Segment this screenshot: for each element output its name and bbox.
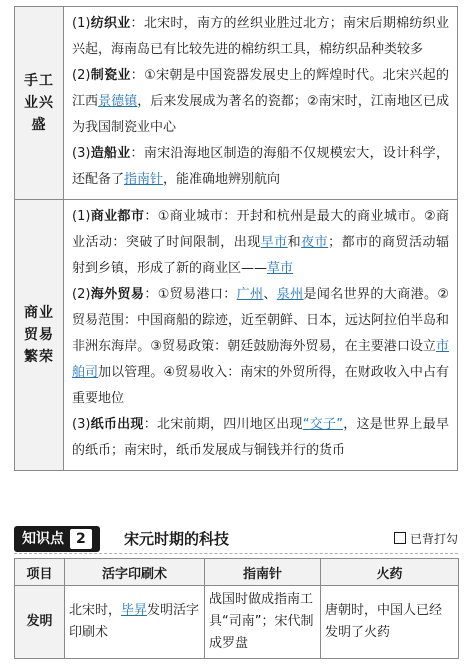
highlighted-term: 指南针: [124, 172, 164, 187]
list-item: [72, 204, 449, 282]
tech-cell-printing: [65, 586, 205, 659]
text-run: 南宋沿海地区制造的海船不仅规模宏大，设计科学，还配备了: [72, 146, 449, 187]
memorized-check-label: 已背打勾: [409, 532, 458, 546]
tech-invention-row: [15, 586, 459, 659]
highlighted-term: 景德镇: [98, 94, 138, 109]
item-separator: ：: [144, 287, 158, 302]
text-run: 唐朝时，中国人已经发明了火药: [325, 603, 443, 640]
text-run: ；都市的商贸活动辐射到乡镇，形成了新的商业区——: [72, 235, 449, 276]
item-number: (1): [72, 16, 91, 31]
item-separator: ：: [130, 16, 144, 31]
item-separator: ：: [143, 417, 157, 432]
item-title: 纸币出现: [90, 417, 144, 432]
item-list: [72, 11, 449, 193]
list-item: [72, 63, 449, 141]
knowledge-point-title: 宋元时期的科技: [124, 530, 230, 548]
category-label: 商业贸易繁荣: [24, 305, 54, 365]
tech-header-cell: 活字印刷术: [65, 559, 205, 586]
section-handicraft-row: [15, 7, 458, 200]
main-table: [14, 6, 458, 471]
category-label: 手工业兴盛: [24, 73, 54, 133]
highlighted-term: 广州: [236, 287, 264, 302]
tech-header-row: [15, 559, 459, 586]
item-number: (3): [72, 146, 91, 161]
knowledge-point-label: 知识点: [22, 531, 64, 547]
text-run: 发明活字印刷术: [69, 603, 200, 640]
item-title: 制瓷业: [90, 68, 131, 83]
highlighted-term: 市舶司: [72, 339, 449, 380]
knowledge-point-header: [14, 526, 458, 552]
item-number: (1): [72, 209, 91, 224]
text-run: ，这是世界上最早的纸币；南宋时，纸币发展成与铜钱并行的货币: [72, 417, 449, 458]
tech-table: [14, 558, 459, 659]
text-run: 北宋时，南方的丝织业胜过北方；南宋后期棉纺织业兴起，海南岛已有比较先进的棉纺织工具，棉纺织品种类较多: [72, 16, 449, 57]
content-cell: [64, 7, 458, 200]
item-list: [72, 204, 449, 464]
tech-header-cell: 指南针: [205, 559, 321, 586]
highlighted-term: “交子”: [302, 417, 343, 432]
highlighted-term: 泉州: [276, 287, 304, 302]
knowledge-point-badge: [14, 526, 100, 552]
divider: [14, 553, 458, 554]
category-cell: [15, 200, 64, 471]
item-title: 纺织业: [90, 16, 131, 31]
highlighted-term: 早市: [260, 235, 288, 250]
item-title: 海外贸易: [90, 287, 145, 302]
item-separator: ：: [144, 209, 158, 224]
tech-header-cell: 火药: [321, 559, 459, 586]
item-separator: ：: [130, 146, 144, 161]
section-commerce-row: [15, 200, 458, 471]
text-run: ①宋朝是中国瓷器发展史上的辉煌时代。北宋兴起的江西: [72, 68, 449, 109]
tech-header-cell: 项目: [15, 559, 65, 586]
text-run: ①贸易港口：: [157, 287, 237, 302]
category-cell: [15, 7, 64, 200]
text-run: 北宋前期，四川地区出现: [156, 417, 303, 432]
list-item: [72, 282, 449, 412]
item-number: (2): [72, 287, 91, 302]
highlighted-term: 毕昇: [121, 603, 148, 618]
checkbox-icon[interactable]: [394, 532, 406, 544]
text-run: 和: [287, 235, 302, 250]
item-separator: ：: [130, 68, 145, 83]
item-title: 造船业: [90, 146, 131, 161]
highlighted-term: 夜市: [301, 235, 329, 250]
text-run: ①商业城市：开封和杭州是最大的商业城市。②商业活动：突破了时间限制，出现: [72, 209, 449, 250]
text-run: 是闻名世界的大商港。②贸易范围：中国商船的踪迹，近至朝鲜、日本，远达阿拉伯半岛和非洲东海岸。③贸易政策：朝廷鼓励海外贸易，在主要港口设立: [72, 287, 450, 354]
memorized-check[interactable]: [394, 526, 458, 552]
text-run: 加以管理。④贸易收入：南宋的外贸所得，在财政收入中占有重要地位: [72, 365, 449, 406]
text-run: 、: [263, 287, 277, 302]
text-run: ，后来发展成为著名的瓷都；②南宋时，江南地区已成为我国制瓷业中心: [72, 94, 449, 135]
item-title: 商业都市: [90, 209, 145, 224]
text-run: 战国时做成指南工具“司南”；宋代制成罗盘: [209, 592, 314, 651]
highlighted-term: 草市: [267, 261, 294, 276]
text-run: ，能准确地辨别航向: [163, 172, 281, 187]
tech-row-label: 发明: [15, 586, 65, 659]
item-number: (2): [72, 68, 91, 83]
list-item: [72, 11, 449, 63]
tech-cell-gunpowder: [321, 586, 459, 659]
list-item: [72, 412, 449, 464]
item-number: (3): [72, 417, 91, 432]
knowledge-point-number: 2: [70, 529, 92, 549]
text-run: 北宋时，: [69, 603, 122, 618]
tech-cell-compass: [205, 586, 321, 659]
content-cell: [64, 200, 458, 471]
list-item: [72, 141, 449, 193]
